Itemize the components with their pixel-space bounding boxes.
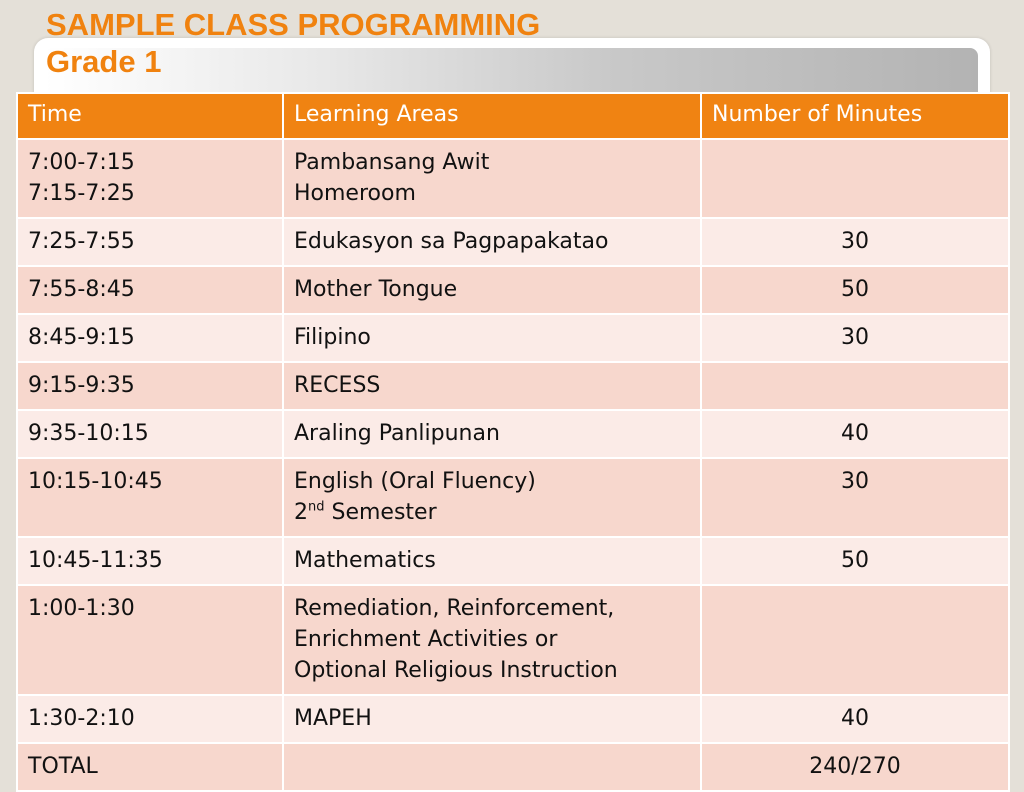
time-cell	[17, 218, 283, 266]
time-text: 9:15-9:35	[28, 373, 135, 398]
time-cell	[17, 537, 283, 585]
learning-area-text: Mathematics	[294, 548, 436, 573]
table-row	[17, 743, 1009, 791]
minutes-cell	[701, 139, 1009, 218]
minutes-cell: 30	[701, 218, 1009, 266]
title-line-1: SAMPLE CLASS PROGRAMMING	[46, 7, 541, 42]
semester-ordinal: 2	[294, 500, 308, 525]
learning-area-text: Mother Tongue	[294, 277, 458, 302]
table-row	[17, 695, 1009, 743]
time-cell	[17, 266, 283, 314]
time-text: 1:30-2:10	[28, 706, 135, 731]
time-cell	[17, 458, 283, 537]
learning-area-cell	[283, 410, 701, 458]
time-cell	[17, 314, 283, 362]
learning-area-text: English (Oral Fluency)	[294, 469, 536, 494]
time-cell	[17, 743, 283, 791]
slide-title	[46, 6, 540, 80]
learning-area-text: RECESS	[294, 373, 381, 398]
table-row	[17, 218, 1009, 266]
title-line-2: Grade 1	[46, 44, 162, 79]
learning-area-cell	[283, 743, 701, 791]
table-row	[17, 458, 1009, 537]
table-row	[17, 537, 1009, 585]
learning-area-text: Enrichment Activities or	[294, 627, 558, 652]
learning-area-text: Remediation, Reinforcement,	[294, 596, 615, 621]
header-time: Time	[17, 93, 283, 139]
time-text: 10:45-11:35	[28, 548, 163, 573]
semester-word: Semester	[324, 500, 437, 525]
time-text: 7:00-7:15	[28, 150, 135, 175]
minutes-cell: 40	[701, 695, 1009, 743]
time-text: 7:15-7:25	[28, 181, 135, 206]
time-cell	[17, 362, 283, 410]
time-text: 7:25-7:55	[28, 229, 135, 254]
time-text: 7:55-8:45	[28, 277, 135, 302]
learning-area-text: Homeroom	[294, 181, 416, 206]
learning-area-text: Edukasyon sa Pagpapakatao	[294, 229, 609, 254]
time-cell	[17, 695, 283, 743]
header-minutes: Number of Minutes	[701, 93, 1009, 139]
header-learning-areas: Learning Areas	[283, 93, 701, 139]
learning-area-text: Araling Panlipunan	[294, 421, 500, 446]
table-row	[17, 139, 1009, 218]
table-row	[17, 314, 1009, 362]
semester-note	[294, 497, 690, 528]
minutes-cell: 40	[701, 410, 1009, 458]
ordinal-suffix: nd	[308, 499, 325, 515]
learning-area-text: Pambansang Awit	[294, 150, 490, 175]
time-cell	[17, 139, 283, 218]
table-row	[17, 585, 1009, 695]
learning-area-text: MAPEH	[294, 706, 372, 731]
schedule-body	[17, 139, 1009, 791]
time-text: 1:00-1:30	[28, 596, 135, 621]
learning-area-cell	[283, 537, 701, 585]
schedule-table	[16, 92, 1010, 792]
learning-area-cell	[283, 314, 701, 362]
minutes-cell: 240/270	[701, 743, 1009, 791]
minutes-cell	[701, 362, 1009, 410]
time-text: 10:15-10:45	[28, 469, 163, 494]
learning-area-cell	[283, 218, 701, 266]
time-text: TOTAL	[28, 754, 98, 779]
learning-area-text: Filipino	[294, 325, 371, 350]
learning-area-text: Optional Religious Instruction	[294, 658, 618, 683]
learning-area-cell	[283, 585, 701, 695]
table-row	[17, 362, 1009, 410]
time-cell	[17, 585, 283, 695]
table-row	[17, 410, 1009, 458]
time-text: 8:45-9:15	[28, 325, 135, 350]
learning-area-cell	[283, 266, 701, 314]
minutes-cell: 30	[701, 458, 1009, 537]
time-cell	[17, 410, 283, 458]
minutes-cell: 50	[701, 266, 1009, 314]
learning-area-cell	[283, 458, 701, 537]
header-row	[17, 93, 1009, 139]
minutes-cell: 30	[701, 314, 1009, 362]
minutes-cell: 50	[701, 537, 1009, 585]
learning-area-cell	[283, 362, 701, 410]
time-text: 9:35-10:15	[28, 421, 149, 446]
minutes-cell	[701, 585, 1009, 695]
table-row	[17, 266, 1009, 314]
learning-area-cell	[283, 139, 701, 218]
learning-area-cell	[283, 695, 701, 743]
